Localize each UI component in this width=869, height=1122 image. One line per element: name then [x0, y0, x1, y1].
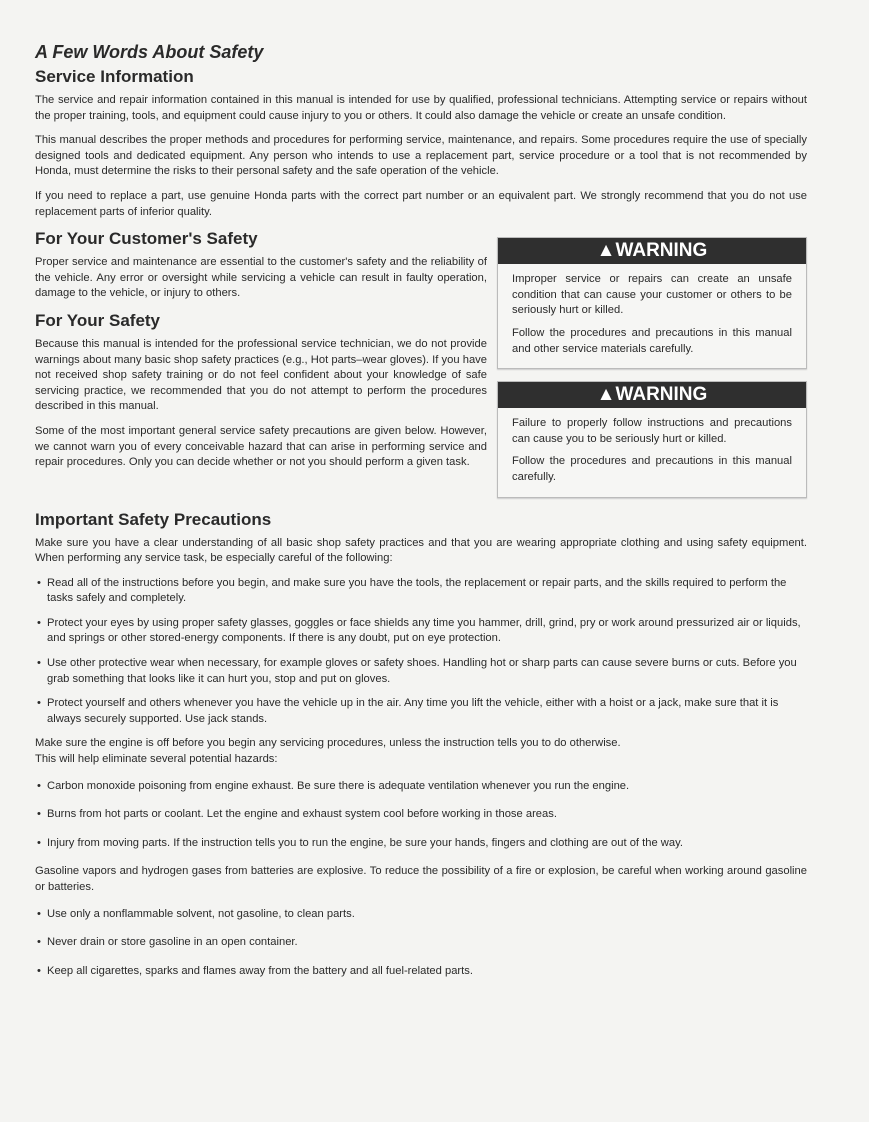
gasoline-list: [35, 907, 807, 980]
warning-text: Failure to properly follow instructions and precautions can cause you to be seriously hurt or killed.: [512, 417, 792, 445]
list-item: • Keep all cigarettes, sparks and flames away from the battery and all fuel-related parts.: [35, 964, 807, 980]
precautions-list: [35, 576, 807, 728]
gasoline-intro: Gasoline vapors and hydrogen gases from batteries are explosive. To reduce the possibility of a fire or explosion, be careful when working around gasoline or batteries.: [35, 865, 807, 893]
list-item: • Carbon monoxide poisoning from engine exhaust. Be sure there is adequate ventilation whenever you run the engine.: [35, 779, 807, 795]
warning-triangle-icon: ▲: [596, 240, 616, 262]
warning-text: Follow the procedures and precautions in this manual and other service materials carefully.: [512, 326, 792, 355]
list-item: • Protect your eyes by using proper safety glasses, goggles or face shields any time you hammer, drill, grind, pry or work around pressurized air or liquids, and springs or other stored-energy components. If there is any doubt, put on eye protection.: [35, 616, 807, 647]
customer-safety-paragraph: Proper service and maintenance are essential to the customer's safety and the reliability of the vehicle. Any error or oversight while servicing a vehicle can result in faulty operation, damage to the vehicle, or injury to others.: [35, 256, 487, 300]
warning-header: ▲WARNING: [498, 238, 806, 264]
engine-hazards-list: [35, 779, 807, 852]
list-item: • Burns from hot parts or coolant. Let the engine and exhaust system cool before working in those areas.: [35, 807, 807, 823]
warning-box: [497, 237, 807, 369]
list-item: • Injury from moving parts. If the instruction tells you to run the engine, be sure your hands, fingers and clothing are out of the way.: [35, 836, 807, 852]
warning-box: [497, 381, 807, 497]
engine-intro: Make sure the engine is off before you begin any servicing procedures, unless the instruction tells you to do otherwise. This will help eliminate several potential hazards:: [35, 737, 621, 766]
precautions-intro: Make sure you have a clear understanding of all basic shop safety practices and that you are wearing appropriate clothing and using safety equipment. When performing any service task, be especially careful of the following:: [35, 536, 807, 565]
warnings-column: [497, 237, 807, 509]
your-safety-heading: For Your Safety: [35, 310, 161, 330]
manual-page: [35, 42, 807, 992]
page-title: A Few Words About Safety: [35, 42, 264, 62]
your-safety-paragraph: Because this manual is intended for the professional service technician, we do not provide warnings about many basic shop safety practices (e.g., Hot parts–wear gloves). If you have not received shop safety training or do not feel confident about your knowledge of safe servicing practice, we recommended that you do not attempt to perform the procedures described in this manual.: [35, 337, 487, 413]
service-info-paragraph: If you need to replace a part, use genuine Honda parts with the correct part number or an equivalent part. We strongly recommend that you do not use replacement parts of inferior quality.: [35, 189, 807, 218]
list-item: • Read all of the instructions before you begin, and make sure you have the tools, the replacement or repair parts, and the skills required to perform the tasks safely and completely.: [35, 576, 807, 607]
list-item: • Protect yourself and others whenever you have the vehicle up in the air. Any time you lift the vehicle, either with a hoist or a jack, make sure that it is always securely supported. Use jack stands.: [35, 696, 807, 727]
service-information-heading: Service Information: [35, 67, 194, 86]
warning-triangle-icon: ▲: [596, 384, 616, 406]
your-safety-paragraph: Some of the most important general service safety precautions are given below. However, we cannot warn you of every conceivable hazard that can arise in performing service and repair procedures. Only you can decide whether or not you should perform a given task.: [35, 424, 487, 469]
list-item: • Never drain or store gasoline in an open container.: [35, 935, 807, 951]
service-info-paragraph: This manual describes the proper methods and procedures for performing service, maintenance, and repairs. Some procedures require the use of specially designed tools and dedicated equipment. Any person who intends to use a replacement part, service procedure or a tool that is not recommended by Honda, must determine the risks to their personal safety and the safe operation of the vehicle.: [35, 134, 807, 178]
list-item: • Use other protective wear when necessary, for example gloves or safety shoes. Handling hot or sharp parts can cause severe burns or cuts. Before you grab something that looks like it can hurt you, stop and put on gloves.: [35, 656, 807, 687]
service-info-paragraph: The service and repair information contained in this manual is intended for use by qualified, professional technicians. Attempting service or repairs without the proper training, tools, and equipment could cause injury to you or others. It could also damage the vehicle or create an unsafe condition.: [35, 94, 807, 122]
warning-header: ▲WARNING: [498, 382, 806, 408]
warning-text: Follow the procedures and precautions in this manual carefully.: [512, 455, 792, 483]
precautions-heading: Important Safety Precautions: [35, 509, 272, 529]
left-column: [35, 229, 487, 509]
customer-safety-heading: For Your Customer's Safety: [35, 229, 258, 249]
list-item: • Use only a nonflammable solvent, not gasoline, to clean parts.: [35, 907, 807, 923]
warning-text: Improper service or repairs can create an unsafe condition that can cause your customer or others to be seriously hurt or killed.: [512, 273, 792, 317]
